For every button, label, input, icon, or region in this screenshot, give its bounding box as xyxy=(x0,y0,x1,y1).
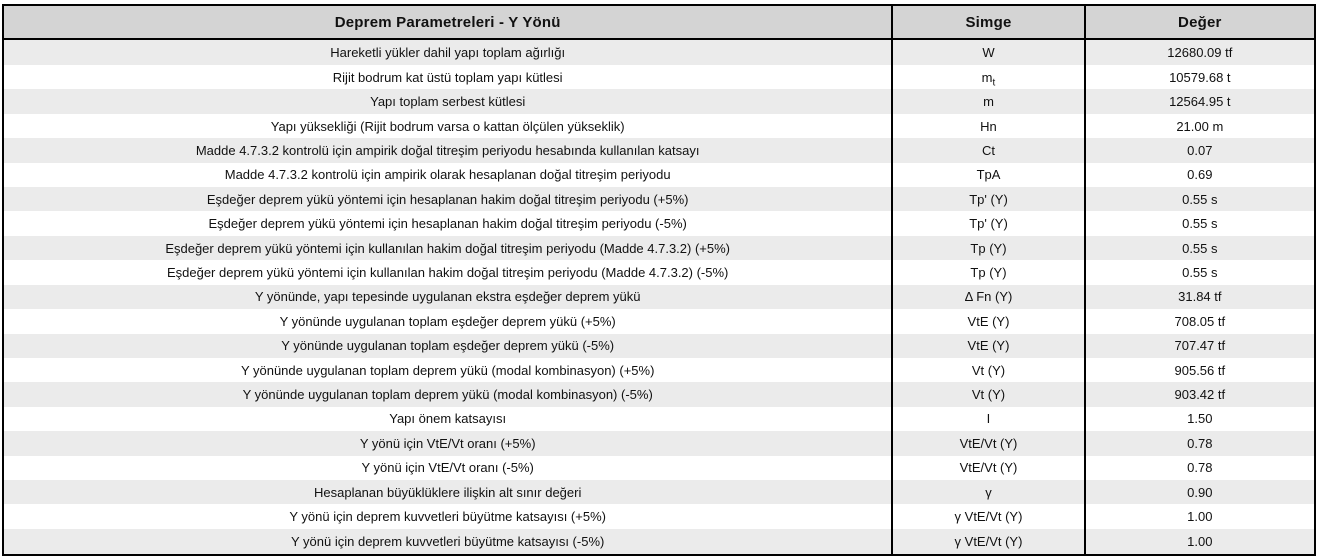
table-row xyxy=(3,65,1315,89)
table-header xyxy=(3,5,1315,39)
parameter-symbol: W xyxy=(892,39,1084,65)
parameter-symbol: TpA xyxy=(892,163,1084,187)
parameter-value: 12680.09 tf xyxy=(1085,39,1315,65)
parameter-value: 0.90 xyxy=(1085,480,1315,504)
table-row xyxy=(3,236,1315,260)
column-header-value: Değer xyxy=(1085,5,1315,39)
parameter-label: Y yönünde uygulanan toplam deprem yükü (modal kombinasyon) (-5%) xyxy=(242,387,653,403)
parameter-value: 1.00 xyxy=(1085,529,1315,555)
parameter-label: Yapı toplam serbest kütlesi xyxy=(370,94,526,110)
parameter-symbol: Vt (Y) xyxy=(892,382,1084,406)
parameter-value: 0.55 s xyxy=(1085,187,1315,211)
parameter-label: Yapı önem katsayısı xyxy=(389,411,507,427)
parameter-value: 1.50 xyxy=(1085,407,1315,431)
parameter-symbol: m xyxy=(892,89,1084,113)
parameter-symbol: VtE/Vt (Y) xyxy=(892,431,1084,455)
column-header-symbol: Simge xyxy=(892,5,1084,39)
parameter-label: Y yönü için deprem kuvvetleri büyütme katsayısı (+5%) xyxy=(289,509,606,525)
parameter-label: Y yönü için VtE/Vt oranı (-5%) xyxy=(361,460,534,476)
table-row xyxy=(3,285,1315,309)
parameter-symbol: Tp (Y) xyxy=(892,260,1084,284)
table-row xyxy=(3,382,1315,406)
table-row xyxy=(3,138,1315,162)
parameter-label: Y yönü için VtE/Vt oranı (+5%) xyxy=(359,435,536,451)
earthquake-parameters-table xyxy=(2,4,1316,556)
parameter-label: Y yönünde uygulanan toplam deprem yükü (modal kombinasyon) (+5%) xyxy=(240,362,655,378)
parameter-label: Y yönünde uygulanan toplam eşdeğer deprem yükü (+5%) xyxy=(279,313,616,329)
parameter-label: Madde 4.7.3.2 kontrolü için ampirik doğal titreşim periyodu hesabında kullanılan katsayı xyxy=(195,142,700,158)
parameter-symbol: γ VtE/Vt (Y) xyxy=(892,504,1084,528)
table-row xyxy=(3,480,1315,504)
parameter-value: 903.42 tf xyxy=(1085,382,1315,406)
table-row xyxy=(3,358,1315,382)
parameter-symbol: Tp' (Y) xyxy=(892,211,1084,235)
parameter-label: Eşdeğer deprem yükü yöntemi için hesaplanan hakim doğal titreşim periyodu (-5%) xyxy=(208,216,687,232)
table-row xyxy=(3,114,1315,138)
parameter-label: Eşdeğer deprem yükü yöntemi için kullanılan hakim doğal titreşim periyodu (Madde 4.7.3.2) (+5%) xyxy=(165,240,731,256)
parameter-value: 707.47 tf xyxy=(1085,334,1315,358)
parameter-value: 0.55 s xyxy=(1085,211,1315,235)
table-row xyxy=(3,309,1315,333)
table-row xyxy=(3,334,1315,358)
parameter-symbol: γ xyxy=(892,480,1084,504)
parameter-symbol: Ct xyxy=(892,138,1084,162)
parameter-value: 31.84 tf xyxy=(1085,285,1315,309)
table-row xyxy=(3,529,1315,555)
table-row xyxy=(3,163,1315,187)
parameter-value: 10579.68 t xyxy=(1085,65,1315,89)
parameter-symbol: VtE (Y) xyxy=(892,309,1084,333)
parameter-symbol: γ VtE/Vt (Y) xyxy=(892,529,1084,555)
table-row xyxy=(3,407,1315,431)
parameter-value: 0.69 xyxy=(1085,163,1315,187)
parameter-label: Hesaplanan büyüklüklere ilişkin alt sınır değeri xyxy=(313,484,582,500)
parameter-symbol: Tp' (Y) xyxy=(892,187,1084,211)
parameter-value: 0.55 s xyxy=(1085,260,1315,284)
parameter-value: 21.00 m xyxy=(1085,114,1315,138)
parameter-symbol: I xyxy=(892,407,1084,431)
parameter-label: Eşdeğer deprem yükü yöntemi için hesaplanan hakim doğal titreşim periyodu (+5%) xyxy=(206,191,689,207)
parameter-value: 708.05 tf xyxy=(1085,309,1315,333)
parameter-symbol: Δ Fn (Y) xyxy=(892,285,1084,309)
parameter-value: 0.07 xyxy=(1085,138,1315,162)
parameter-value: 0.55 s xyxy=(1085,236,1315,260)
table-row xyxy=(3,456,1315,480)
parameter-label: Eşdeğer deprem yükü yöntemi için kullanılan hakim doğal titreşim periyodu (Madde 4.7.3.2) (-5%) xyxy=(166,264,729,280)
parameter-symbol: Tp (Y) xyxy=(892,236,1084,260)
table-title: Deprem Parametreleri - Y Yönü xyxy=(3,5,892,39)
header-row xyxy=(3,5,1315,39)
parameter-label: Y yönünde uygulanan toplam eşdeğer deprem yükü (-5%) xyxy=(281,338,615,354)
parameter-label: Y yönünde, yapı tepesinde uygulanan ekstra eşdeğer deprem yükü xyxy=(254,289,641,305)
table-row xyxy=(3,187,1315,211)
table-row xyxy=(3,431,1315,455)
parameter-value: 0.78 xyxy=(1085,456,1315,480)
parameter-label: Madde 4.7.3.2 kontrolü için ampirik olarak hesaplanan doğal titreşim periyodu xyxy=(224,167,671,183)
parameter-symbol: Vt (Y) xyxy=(892,358,1084,382)
table-row xyxy=(3,260,1315,284)
parameter-label: Yapı yüksekliği (Rijit bodrum varsa o kattan ölçülen yükseklik) xyxy=(270,118,625,134)
table-body xyxy=(3,39,1315,555)
parameter-value: 905.56 tf xyxy=(1085,358,1315,382)
parameter-symbol: $m_t$ xyxy=(892,65,1084,89)
parameter-label: Hareketli yükler dahil yapı toplam ağırlığı xyxy=(330,45,566,61)
parameter-label: Rijit bodrum kat üstü toplam yapı kütlesi xyxy=(332,69,563,85)
parameter-value: 12564.95 t xyxy=(1085,89,1315,113)
table-row xyxy=(3,89,1315,113)
parameter-symbol: Hn xyxy=(892,114,1084,138)
parameter-symbol: VtE (Y) xyxy=(892,334,1084,358)
parameter-symbol: VtE/Vt (Y) xyxy=(892,456,1084,480)
table-row xyxy=(3,39,1315,65)
table-row xyxy=(3,211,1315,235)
parameter-value: 1.00 xyxy=(1085,504,1315,528)
table-row xyxy=(3,504,1315,528)
parameter-label: Y yönü için deprem kuvvetleri büyütme katsayısı (-5%) xyxy=(291,533,605,549)
parameter-value: 0.78 xyxy=(1085,431,1315,455)
